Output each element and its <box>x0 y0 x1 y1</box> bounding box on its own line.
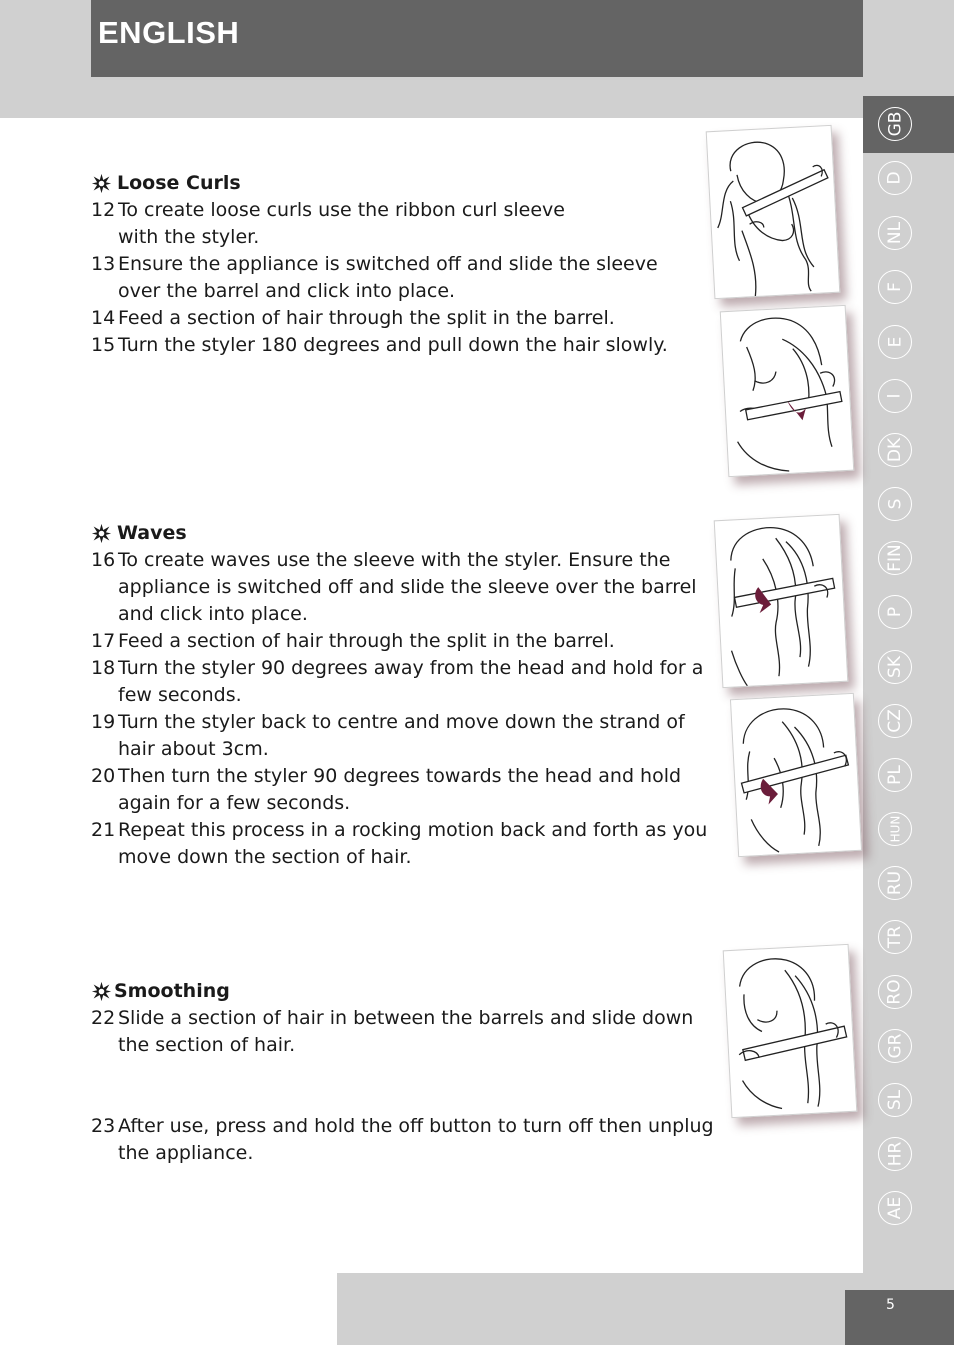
step-item: 22 Slide a section of hair in between the barrels and slide down the section of hair. <box>91 1007 694 1056</box>
language-tab-nl[interactable]: NL <box>878 216 912 250</box>
step-item: 19 Turn the styler back to centre and move down the strand of hair about 3cm. <box>91 711 685 760</box>
step-item: 23 After use, press and hold the off button to turn off then unplug the appliance. <box>91 1115 714 1164</box>
step-item: 13 Ensure the appliance is switched off and slide the sleeve over the barrel and click into place. <box>91 253 658 302</box>
step-item: 18 Turn the styler 90 degrees away from the head and hold for a few seconds. <box>91 657 704 706</box>
language-tab-ae[interactable]: AE <box>878 1191 912 1225</box>
language-tab-gr[interactable]: GR <box>878 1029 912 1063</box>
language-tab-ro[interactable]: RO <box>878 975 912 1009</box>
step-item: 14 Feed a section of hair through the split in the barrel. <box>91 307 615 329</box>
language-tab-e[interactable]: E <box>878 325 912 359</box>
step-item: 20 Then turn the styler 90 degrees towards the head and hold again for a few seconds. <box>91 765 682 814</box>
step-item: 16 To create waves use the sleeve with the styler. Ensure the appliance is switched off and slide the sleeve over the barrel and click into place. <box>91 549 697 625</box>
header-bar <box>91 0 863 77</box>
step-item: 12 To create loose curls use the ribbon curl sleeve with the styler. <box>91 199 565 248</box>
step-item: 15 Turn the styler 180 degrees and pull down the hair slowly. <box>91 334 668 356</box>
language-tab-dk[interactable]: DK <box>878 433 912 467</box>
section-heading <box>91 170 701 197</box>
language-tab-cz[interactable]: CZ <box>878 704 912 738</box>
sparkle-icon <box>91 981 112 1002</box>
step-item: 21 Repeat this process in a rocking motion back and forth as you move down the section of hair. <box>91 819 708 868</box>
language-tab-sk[interactable]: SK <box>878 650 912 684</box>
language-tab-gb[interactable]: GB <box>878 107 912 141</box>
page-number-box <box>845 1290 954 1345</box>
section-title: Waves <box>117 522 187 544</box>
loose-curls-illustration-1 <box>706 125 841 299</box>
section-title: Smoothing <box>114 980 230 1002</box>
section-title: Loose Curls <box>117 172 241 194</box>
language-tab-d[interactable]: D <box>878 161 912 195</box>
language-tab-hr[interactable]: HR <box>878 1137 912 1171</box>
section-heading <box>91 520 726 547</box>
language-tab-fin[interactable]: FIN <box>878 541 912 575</box>
language-tab-hun[interactable]: HUN <box>878 812 912 846</box>
section-smoothing <box>91 978 721 1167</box>
language-tab-p[interactable]: P <box>878 595 912 629</box>
language-tab-ru[interactable]: RU <box>878 866 912 900</box>
page-title: ENGLISH <box>98 15 240 50</box>
page-number: 5 <box>886 1297 895 1313</box>
language-tab-pl[interactable]: PL <box>878 758 912 792</box>
smoothing-illustration <box>723 944 858 1118</box>
section-heading <box>91 978 721 1005</box>
language-tab-s[interactable]: S <box>878 487 912 521</box>
sparkle-icon <box>91 173 112 194</box>
language-tab-i[interactable]: I <box>878 379 912 413</box>
loose-curls-illustration-2 <box>720 305 855 477</box>
language-tab-tr[interactable]: TR <box>878 920 912 954</box>
step-item: 17 Feed a section of hair through the split in the barrel. <box>91 630 615 652</box>
language-tab-f[interactable]: F <box>878 270 912 304</box>
sparkle-icon <box>91 523 112 544</box>
section-waves <box>91 520 726 871</box>
section-loose-curls <box>91 170 701 359</box>
hair-styling-illustration <box>715 515 848 687</box>
language-tab-sl[interactable]: SL <box>878 1083 912 1117</box>
hair-styling-illustration <box>721 306 853 476</box>
waves-illustration-1 <box>714 514 849 688</box>
waves-illustration-2 <box>730 693 862 857</box>
hair-styling-illustration <box>731 694 861 856</box>
hair-styling-illustration <box>707 126 840 298</box>
hair-styling-illustration <box>724 945 857 1117</box>
